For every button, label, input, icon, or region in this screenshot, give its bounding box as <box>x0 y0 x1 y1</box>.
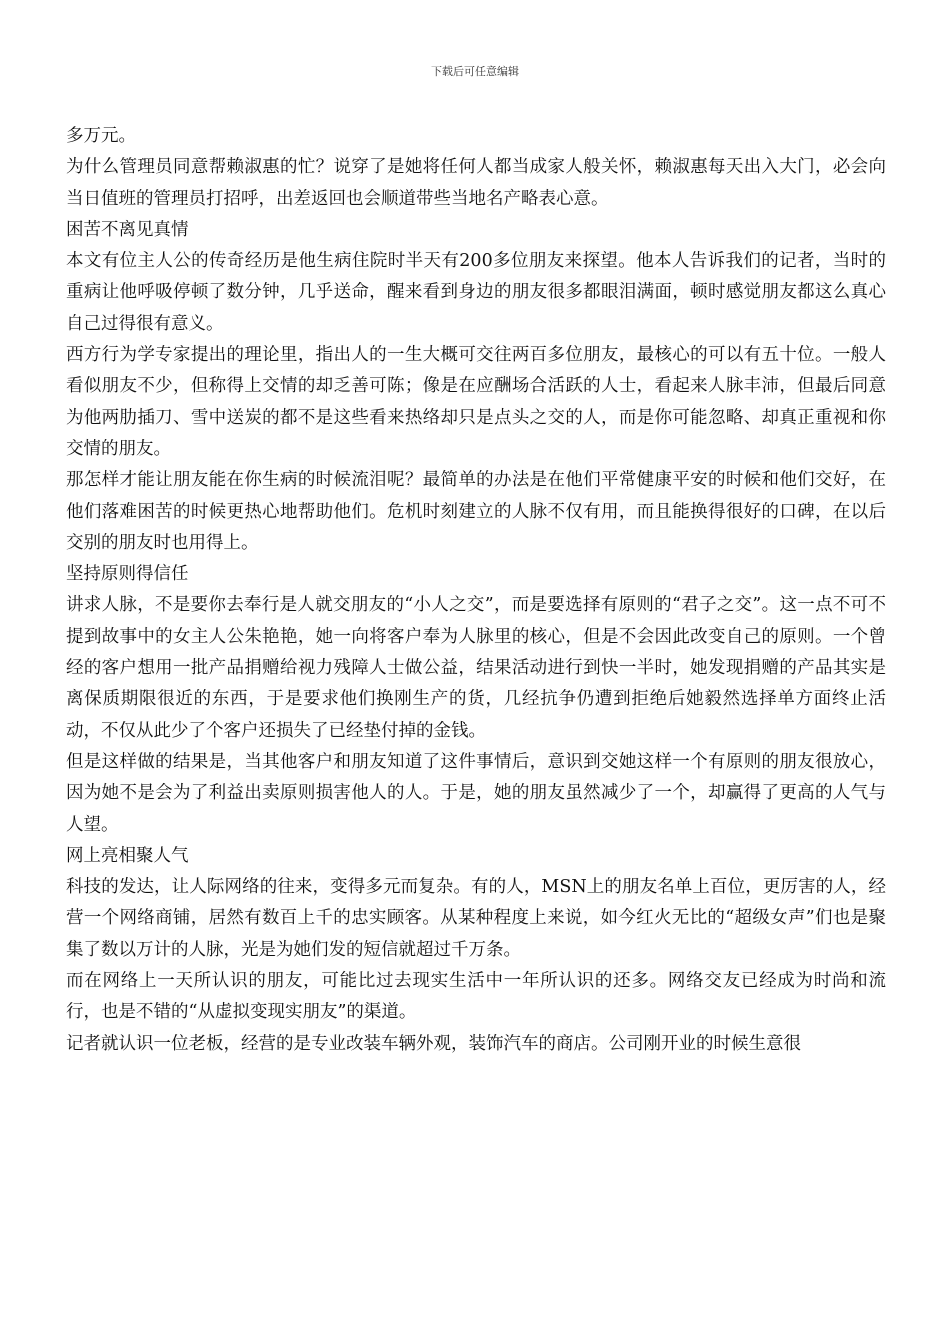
paragraph: 记者就认识一位老板，经营的是专业改装车辆外观，装饰汽车的商店。公司刚开业的时候生意很 <box>66 1033 801 1054</box>
paragraph: 多万元。 <box>66 126 136 146</box>
paragraph: 为什么管理员同意帮赖淑惠的忙？说穿了是她将任何人都当成家人般关怀，赖淑惠每天出入大门，必会向当日值班的管理员打招呼，出差返回也会顺道带些当地名产略表心意。 <box>66 157 886 209</box>
document-body <box>66 121 886 1060</box>
paragraph: 讲求人脉，不是要你去奉行是人就交朋友的“小人之交”，而是要选择有原则的“君子之交”。这一点不可不提到故事中的女主人公朱艳艳，她一向将客户奉为人脉里的核心，但是不会因此改变自己的原则。一个曾经的客户想用一批产品捐赠给视力残障人士做公益，结果活动进行到快一半时，她发现捐赠的产品其实是离保质期限很近的东西，于是要求他们换刚生产的货，几经抗争仍遭到拒绝后她毅然选择单方面终止活动，不仅从此少了个客户还损失了已经垫付掉的金钱。 <box>66 595 886 741</box>
paragraph: 科技的发达，让人际网络的往来，变得多元而复杂。有的人，MSN上的朋友名单上百位，更厉害的人，经营一个网络商铺，居然有数百上千的忠实顾客。从某种程度上来说，如今红火无比的“超级女声”们也是聚集了数以万计的人脉，光是为她们发的短信就超过千万条。 <box>66 877 886 960</box>
section-heading: 网上亮相聚人气 <box>66 845 189 866</box>
paragraph: 本文有位主人公的传奇经历是他生病住院时半天有200多位朋友来探望。他本人告诉我们的记者，当时的重病让他呼吸停顿了数分钟，几乎送命，醒来看到身边的朋友很多都眼泪满面，顿时感觉朋友都这么真心自己过得很有意义。 <box>66 251 886 334</box>
paragraph: 西方行为学专家提出的理论里，指出人的一生大概可交往两百多位朋友，最核心的可以有五十位。一般人看似朋友不少，但称得上交情的却乏善可陈；像是在应酬场合活跃的人士，看起来人脉丰沛，但最后同意为他两肋插刀、雪中送炭的都不是这些看来热络却只是点头之交的人，而是你可能忽略、却真正重视和你交情的朋友。 <box>66 345 886 459</box>
paragraph: 而在网络上一天所认识的朋友，可能比过去现实生活中一年所认识的还多。网络交友已经成为时尚和流行，也是不错的“从虚拟变现实朋友”的渠道。 <box>66 971 886 1023</box>
paragraph: 那怎样才能让朋友能在你生病的时候流泪呢？最简单的办法是在他们平常健康平安的时候和他们交好，在他们落难困苦的时候更热心地帮助他们。危机时刻建立的人脉不仅有用，而且能换得很好的口碑，在以后交别的朋友时也用得上。 <box>66 470 886 553</box>
page-header: 下载后可任意编辑 <box>431 65 519 78</box>
section-heading: 困苦不离见真情 <box>66 219 189 240</box>
section-heading: 坚持原则得信任 <box>66 564 189 585</box>
paragraph: 但是这样做的结果是，当其他客户和朋友知道了这件事情后，意识到交她这样一个有原则的朋友很放心，因为她不是会为了利益出卖原则损害他人的人。于是，她的朋友虽然减少了一个，却赢得了更高的人气与人望。 <box>66 751 886 835</box>
